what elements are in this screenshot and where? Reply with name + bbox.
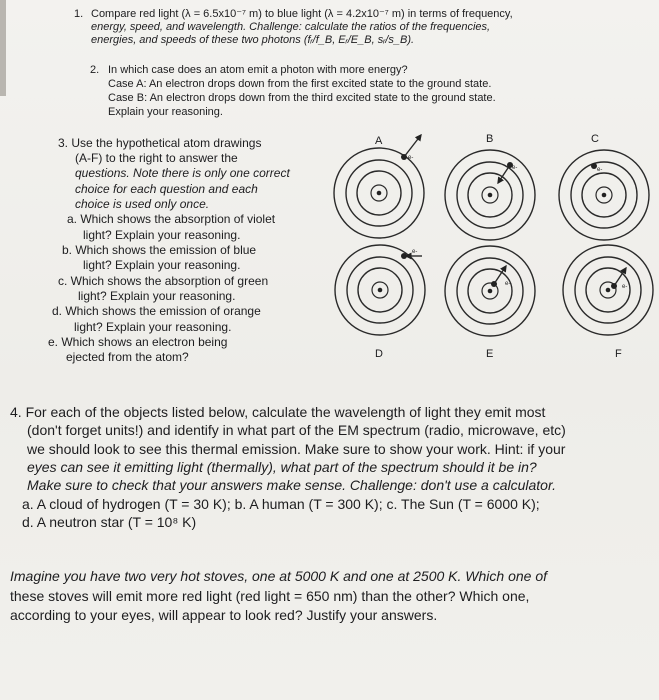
question-3d-line-1: d. Which shows the emission of orange	[52, 304, 261, 318]
question-1-line-2: energy, speed, and wavelength. Challenge: calculate the ratios of the frequencies,	[91, 21, 491, 33]
atom-e	[445, 246, 535, 336]
question-4-line-5: Make sure to check that your answers make sense. Challenge: don't use a calculator.	[27, 477, 556, 493]
question-3e-line-1: e. Which shows an electron being	[48, 335, 228, 349]
question-3e-line-2: ejected from the atom?	[66, 350, 189, 364]
question-3-line-1: 3. Use the hypothetical atom drawings	[58, 136, 262, 150]
question-4-line-7: d. A neutron star (T = 10⁸ K)	[22, 514, 197, 530]
atom-a	[334, 135, 424, 238]
question-3-line-3: questions. Note there is only one correct	[75, 166, 290, 180]
question-3b-line-1: b. Which shows the emission of blue	[62, 243, 257, 257]
atom-label-f: F	[615, 348, 622, 360]
atom-drawings	[318, 128, 654, 368]
question-3d-line-2: light? Explain your reasoning.	[74, 320, 232, 334]
atom-label-d: D	[375, 348, 383, 360]
question-3b-line-2: light? Explain your reasoning.	[83, 258, 241, 272]
electron-label-d: e-	[412, 249, 418, 255]
question-3-line-4: choice for each question and each	[75, 182, 258, 196]
question-1-line-1: Compare red light (λ = 6.5x10⁻⁷ m) to blue light (λ = 4.2x10⁻⁷ m) in terms of frequency,	[91, 8, 513, 20]
electron-label-f: e-	[622, 284, 628, 290]
question-1-line-3: energies, and speeds of these two photons (fᵣ/f_B, Eᵣ/E_B, sᵣ/s_B).	[91, 34, 415, 46]
electron-label-a: e-	[408, 155, 414, 161]
question-3-line-2: (A-F) to the right to answer the	[75, 151, 238, 165]
question-3c-line-2: light? Explain your reasoning.	[78, 289, 236, 303]
atom-label-c: C	[591, 133, 599, 145]
question-2-case-a: Case A: An electron drops down from the first excited state to the ground state.	[108, 78, 492, 90]
question-2-number: 2.	[90, 64, 100, 76]
question-4-line-4: eyes can see it emitting light (thermally), what part of the spectrum should it be in?	[27, 459, 537, 475]
electron-label-e: e-	[505, 281, 511, 287]
atom-label-e: E	[486, 348, 494, 360]
atom-f	[563, 245, 653, 335]
question-3a-line-2: light? Explain your reasoning.	[83, 228, 241, 242]
question-3a-line-1: a. Which shows the absorption of violet	[67, 212, 276, 226]
atom-label-a: A	[375, 135, 383, 147]
question-5-line-2: these stoves will emit more red light (red light = 650 nm) than the other? Which one,	[10, 588, 530, 604]
atom-c	[559, 150, 649, 240]
question-1-number: 1.	[74, 8, 84, 20]
atom-label-b: B	[486, 133, 494, 145]
question-5-line-1: Imagine you have two very hot stoves, one at 5000 K and one at 2500 K. Which one of	[10, 568, 548, 584]
question-4-line-6: a. A cloud of hydrogen (T = 30 K); b. A human (T = 300 K); c. The Sun (T = 6000 K);	[22, 496, 540, 512]
electron-label-c: e-	[597, 167, 603, 173]
question-2-case-b: Case B: An electron drops down from the third excited state to the ground state.	[108, 92, 496, 104]
atom-d	[335, 245, 425, 335]
question-4-line-2: (don't forget units!) and identify in what part of the EM spectrum (radio, microwave, etc)	[27, 422, 566, 438]
question-3-line-5: choice is used only once.	[75, 197, 210, 211]
question-4-line-1: 4. For each of the objects listed below, calculate the wavelength of light they emit most	[10, 404, 546, 420]
page-edge-shadow	[0, 0, 6, 96]
question-5-line-3: according to your eyes, will appear to look red? Justify your answers.	[10, 607, 438, 623]
atom-b	[445, 150, 535, 240]
question-4-line-3: we should look to see this thermal emission. Make sure to show your work. Hint: if your	[27, 441, 566, 457]
question-3c-line-1: c. Which shows the absorption of green	[58, 274, 269, 288]
question-2-explain: Explain your reasoning.	[108, 106, 223, 118]
electron-label-b: e-	[512, 165, 518, 171]
question-2-text: In which case does an atom emit a photon with more energy?	[108, 64, 408, 76]
